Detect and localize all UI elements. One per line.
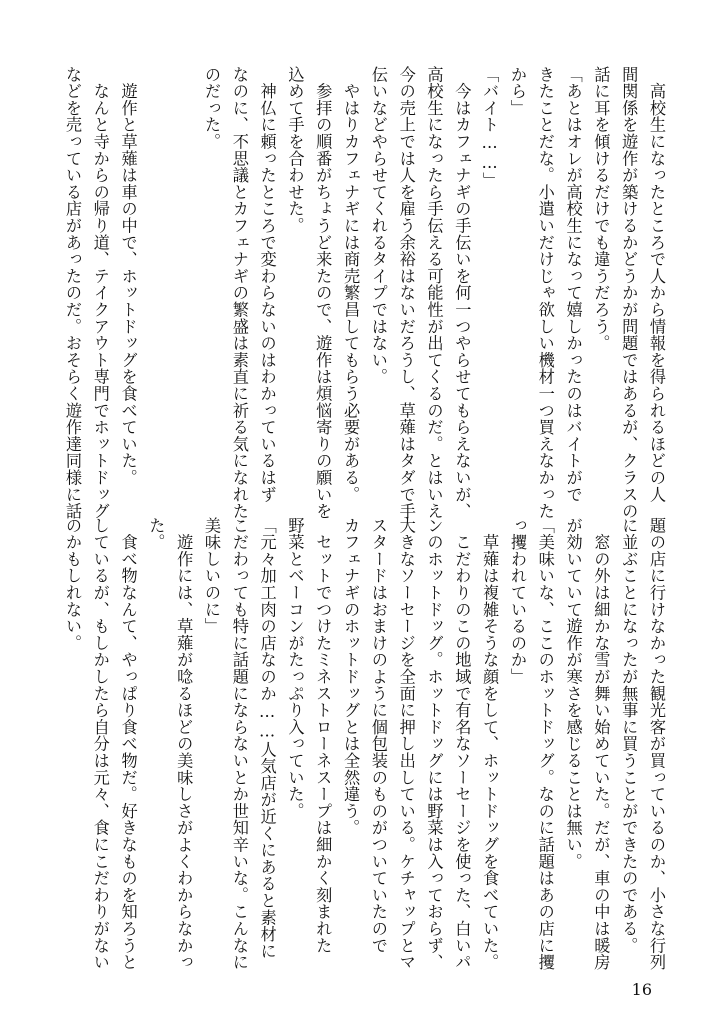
text-column: 話に耳を傾けるだけでも違うだろう。: [591, 66, 611, 352]
text-column: 窓の外は細かな雪が舞い始めていた。だが、車の中は暖房: [591, 517, 611, 971]
text-column: 遊作には、草薙が唸るほどの美味しさがよくわからなかっ: [174, 517, 194, 971]
text-column: 遊作と草薙は車の中で、ホットドッグを食べていた。: [118, 66, 138, 486]
text-column: きたことだな。小遣いだけじゃ欲しい機材一つ買えなかった: [535, 66, 555, 520]
text-column: 「美味いな、ここのホットドッグ。なのに話題はあの店に攫: [535, 517, 555, 971]
text-column: なんと寺からの帰り道、テイクアウト専門でホットドッグ: [90, 66, 110, 520]
text-column: 野菜とベーコンがたっぷり入っていた。: [285, 517, 305, 820]
text-column: のかもしれない。: [62, 517, 82, 652]
text-column: 草薙は複雑そうな顔をして、ホットドッグを食べていた。: [480, 517, 500, 971]
text-column: スタードはおまけのように個包装のものがついていたので: [368, 517, 388, 954]
text-column: 食べ物なんて、やっぱり食べ物だ。好きなものを知ろうと: [118, 517, 138, 971]
text-column: に並ぶことになったが無事に買うことができたのである。: [619, 517, 639, 954]
text-column: こだわっても特に話題にならないとか世知辛いな。こんなに: [229, 517, 249, 971]
text-column: こだわりのこの地域で有名なソーセージを使った、白いパ: [452, 517, 472, 971]
text-column: 今の売上では人を雇う余裕はないだろうし、草薙はタダで手: [396, 66, 416, 520]
text-column: 高校生になったところで人から情報を得られるほどの人: [647, 66, 666, 503]
text-column: [163, 66, 191, 496]
text-column: カフェナギのホットドッグとは全然違う。: [341, 517, 361, 837]
text-column: なのに、不思議とカフェナギの繁盛は素直に祈る気になれた: [229, 66, 249, 520]
text-column: 美味しいのに」: [202, 517, 221, 635]
page-number: 16: [631, 980, 652, 999]
text-column: しているが、もしかしたら自分は元々、食にこだわりがない: [90, 517, 110, 971]
text-column: 参拝の順番がちょうど来たので、遊作は煩悩寄りの願いを: [313, 66, 333, 520]
text-column: た。: [146, 517, 166, 551]
text-column: から」: [507, 66, 527, 117]
text-column: っ攫われているのか」: [507, 517, 527, 685]
top-text-tier: [52, 66, 666, 520]
text-column: 題の店に行けなかった観光客が買っているのか、小さな行列: [647, 517, 666, 971]
text-column: セットでつけたミネストローネスープは細かく刻まれた: [313, 517, 333, 954]
text-column: 伝いなどやらせてくれるタイプではない。: [368, 66, 388, 386]
text-column: 間関係を遊作が築けるかどうかが問題ではあるが、クラスの: [619, 66, 639, 520]
text-column: 大きなソーセージを全面に押し出している。ケチャップとマ: [396, 517, 416, 971]
text-column: [136, 66, 164, 496]
text-column: 込めて手を合わせた。: [285, 66, 305, 234]
text-column: のだった。: [202, 66, 221, 150]
text-column: 「元々加工肉の店なのか……人気店が近くにあると素材に: [257, 517, 277, 960]
text-column: 「あとはオレが高校生になって嬉しかったのはバイトがで: [563, 66, 583, 503]
text-column: やはりカフェナギには商売繁昌してもらう必要がある。: [341, 66, 361, 503]
text-column: 今はカフェナギの手伝いを何一つやらせてもらえないが、: [452, 66, 472, 520]
text-column: が効いていて遊作が寒さを感じることは無い。: [563, 517, 583, 870]
bottom-text-tier: [52, 517, 666, 971]
text-column: などを売っている店があったのだ。おそらく遊作達同様に話: [62, 66, 82, 520]
text-column: ンのホットドッグ。ホットドッグには野菜は入っておらず、: [424, 517, 444, 971]
text-column: 高校生になったら手伝える可能性が出てくるのだ。とはいえ: [424, 66, 444, 520]
text-column: 「バイト……」: [480, 66, 500, 190]
text-column: 神仏に頼ったところで変わらないのはわかっているはず: [257, 66, 277, 503]
